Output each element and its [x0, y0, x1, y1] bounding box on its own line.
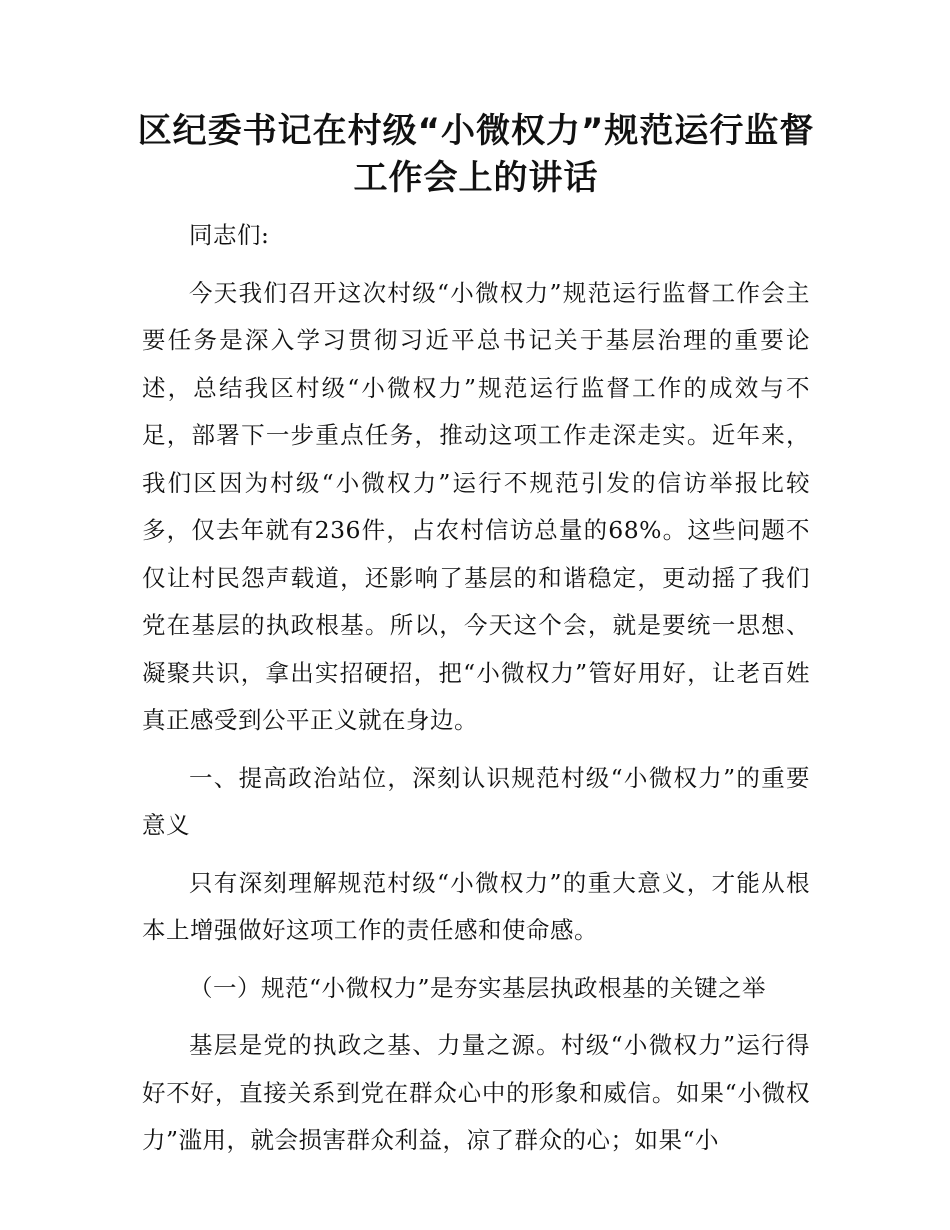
title-line-2: 工作会上的讲话 — [353, 158, 599, 198]
title-line-1: 区纪委书记在村级“小微权力”规范运行监督 — [137, 111, 815, 151]
document-page — [137, 108, 815, 1165]
paragraph-section-1-intro: 只有深刻理解规范村级“小微权力”的重大意义，才能从根本上增强做好这项工作的责任感和使命感。 — [142, 868, 810, 944]
document-title — [130, 108, 822, 202]
paragraph-subsection-1: 基层是党的执政之基、力量之源。村级“小微权力”运行得好不好，直接关系到党在群众心中的形象和威信。如果“小微权力”滥用，就会损害群众利益，凉了群众的心；如果“小 — [142, 1031, 810, 1154]
section-heading-1: 一、提高政治站位，深刻认识规范村级“小微权力”的重要意义 — [142, 763, 810, 839]
paragraph-intro: 今天我们召开这次村级“小微权力”规范运行监督工作会主要任务是深入学习贯彻习近平总书记关于基层治理的重要论述，总结我区村级“小微权力”规范运行监督工作的成效与不足，部署下一步重点任务，推动这项工作走深走实。近年来，我们区因为村级“小微权力”运行不规范引发的信访举报比较多，仅去年就有236件，占农村信访总量的68%。这些问题不仅让村民怨声载道，还影响了基层的和谐稳定，更动摇了我们党在基层的执政根基。所以，今天这个会，就是要统一思想、凝聚共识，拿出实招硬招，把“小微权力”管好用好，让老百姓真正感受到公平正义就在身边。 — [142, 278, 810, 734]
salutation: 同志们: — [189, 221, 270, 249]
subsection-heading-1: （一）规范“小微权力”是夯实基层执政根基的关键之举 — [189, 973, 767, 1002]
